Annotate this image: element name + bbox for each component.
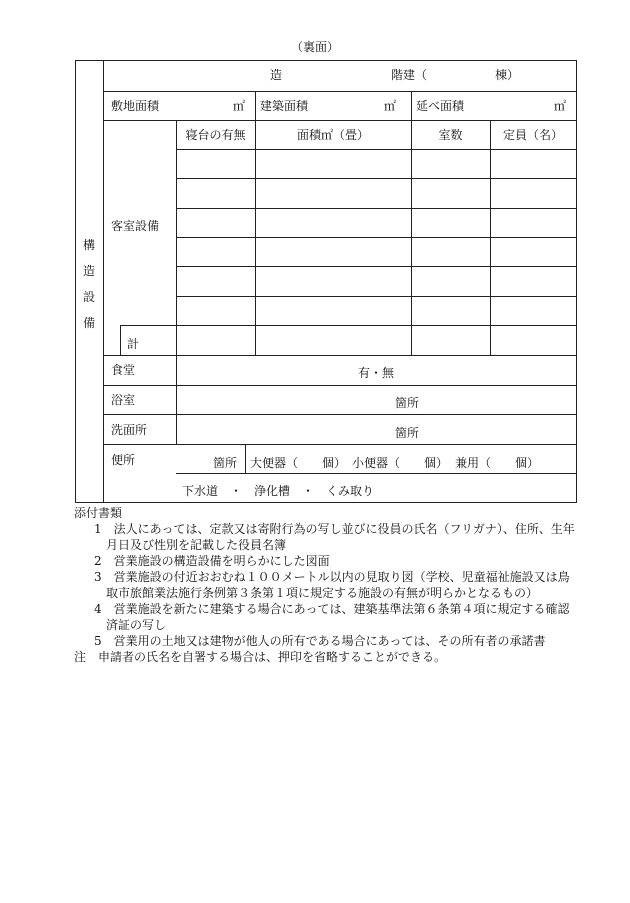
total-label: 計 bbox=[127, 337, 140, 351]
attachments-section bbox=[76, 505, 576, 665]
toilet-count: 箇所 bbox=[213, 456, 238, 470]
unit-sqm: ㎡ bbox=[384, 99, 397, 113]
attachment-item: 5 営業用の土地又は建物が他人の所有である場合にあっては、その所有者の承諾書 bbox=[94, 634, 546, 648]
bathroom-count: 箇所 bbox=[395, 396, 420, 410]
attachment-item: 4 営業施設を新たに建築する場合にあっては、建築基準法第６条第４項に規定する確認済証の写し bbox=[94, 602, 570, 632]
washroom-label: 洗面所 bbox=[111, 423, 148, 437]
stall-toilet-count: 大便器（ 個） bbox=[250, 456, 347, 470]
rooms-header: 室数 bbox=[438, 128, 463, 142]
page-title: （裏面） bbox=[290, 40, 339, 54]
urinal-count: 小便器（ 個） bbox=[352, 456, 449, 470]
unit-sqm: ㎡ bbox=[233, 99, 246, 113]
site-area-label: 敷地面積 bbox=[111, 99, 160, 113]
floors-label: 階建（ bbox=[391, 68, 428, 82]
attachment-item: 1 法人にあっては、定款又は寄附行為の写し並びに役員の氏名（フリガナ）、住所、生年月日及び性別を記載した役員名簿 bbox=[94, 522, 575, 552]
structure-type-label: 造 bbox=[270, 68, 283, 82]
washroom-count: 箇所 bbox=[395, 426, 420, 440]
toilet-label: 便所 bbox=[111, 453, 136, 467]
bed-header: 寝台の有無 bbox=[185, 128, 246, 142]
sewage-options: 下水道 ・ 浄化槽 ・ くみ取り bbox=[182, 484, 375, 498]
area-header: 面積㎡（畳） bbox=[296, 128, 369, 142]
attachments-heading: 添付書類 bbox=[74, 506, 123, 520]
buildings-label: 棟） bbox=[495, 68, 520, 82]
dining-label: 食堂 bbox=[111, 363, 136, 377]
guest-room-label: 客室設備 bbox=[111, 219, 160, 233]
shared-count: 兼用（ 個） bbox=[455, 456, 540, 470]
seal-note: 注 申請者の氏名を自署する場合は、押印を省略することができる。 bbox=[74, 650, 447, 664]
capacity-header: 定員（名） bbox=[502, 128, 563, 142]
unit-sqm: ㎡ bbox=[554, 99, 567, 113]
bathroom-label: 浴室 bbox=[111, 393, 136, 407]
attachment-item: 2 営業施設の構造設備を明らかにした図面 bbox=[94, 554, 330, 568]
structure-equipment-label: 構 造 設 備 bbox=[82, 238, 95, 330]
attachment-item: 3 営業施設の付近おおむね１００メートル以内の見取り図（学校、児童福祉施設又は鳥取市旅館業法施行条例第３条第１項に規定する施設の有無が明らかとなるもの） bbox=[94, 570, 570, 600]
total-floor-area-label: 延べ面積 bbox=[416, 99, 465, 113]
building-area-label: 建築面積 bbox=[260, 99, 309, 113]
dining-value: 有・無 bbox=[357, 366, 394, 380]
